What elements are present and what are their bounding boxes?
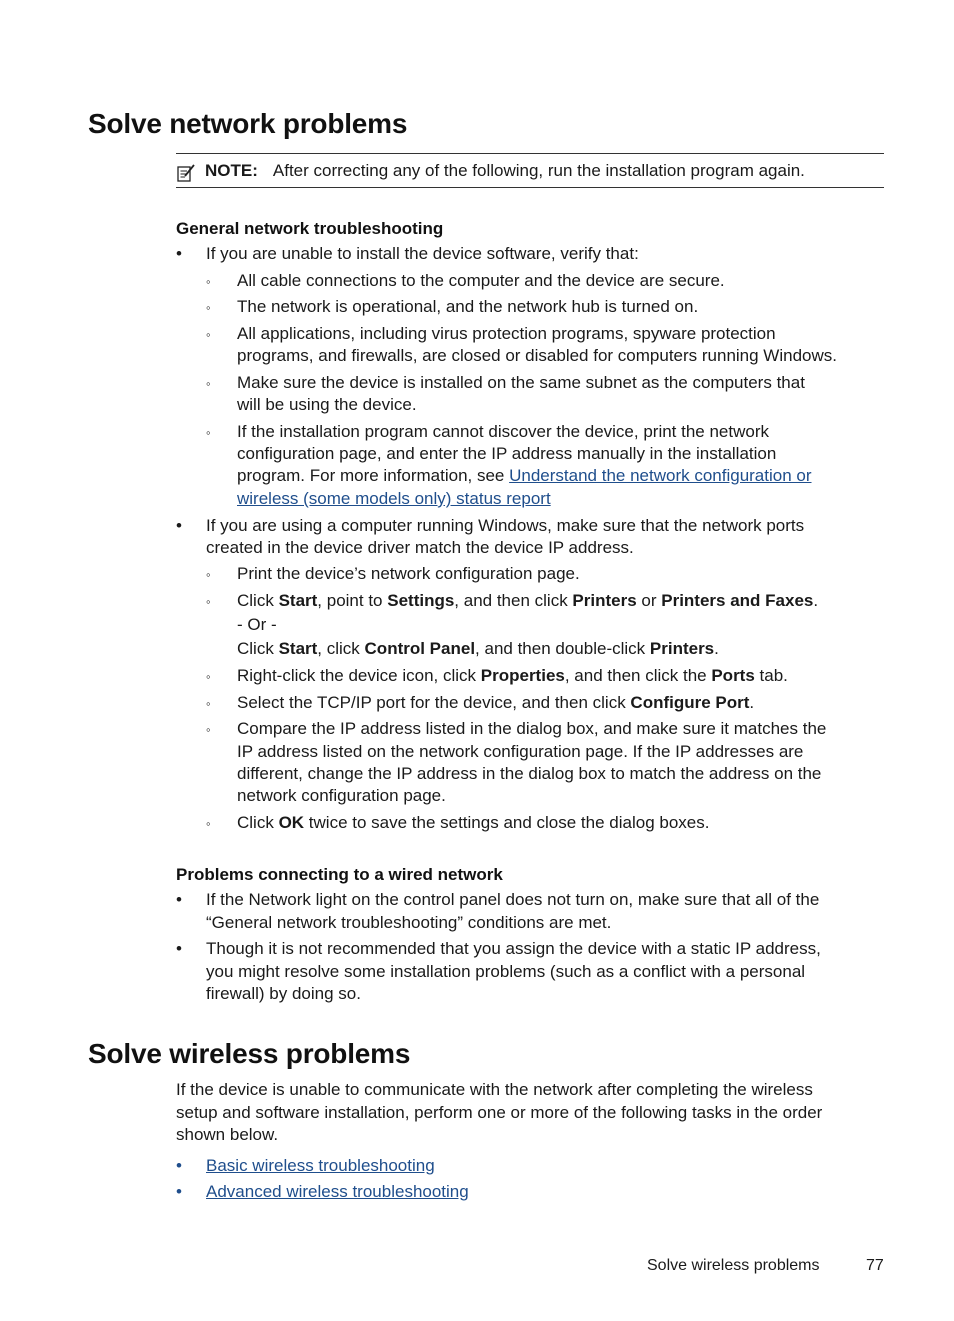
list-item: If the installation program cannot discover the device, print the network	[237, 422, 770, 441]
text-run: , and then double-click	[475, 639, 650, 658]
bullet-marker: •	[176, 890, 182, 909]
sub-bullet-marker: ◦	[206, 425, 211, 440]
list-item-cont: network configuration page.	[237, 786, 446, 805]
text-run: .	[813, 591, 819, 610]
bullet-marker: •	[176, 939, 182, 958]
text-run: Click	[237, 813, 279, 832]
list-item: If the Network light on the control panel does not turn on, make sure that all of the	[206, 890, 820, 909]
note-body: After correcting any of the following, run the installation program again.	[272, 161, 805, 180]
list-item-cont: “General network troubleshooting” conditions are met.	[206, 913, 612, 932]
page-title-network: Solve network problems	[88, 108, 408, 139]
sub-bullet-marker: ◦	[206, 722, 211, 737]
text-run: program. For more information, see	[237, 466, 510, 485]
text-run: Select the TCP/IP port for the device, and then click	[237, 693, 631, 712]
ui-term: Printers	[572, 591, 637, 610]
page-number: 77	[866, 1257, 884, 1274]
ui-term: Properties	[480, 666, 565, 685]
text-run: , click	[317, 639, 365, 658]
sub-bullet-marker: ◦	[206, 300, 211, 315]
ui-term: Control Panel	[364, 639, 476, 658]
list-item: The network is operational, and the network hub is turned on.	[237, 297, 699, 316]
page-title-wireless: Solve wireless problems	[88, 1038, 411, 1069]
paragraph: If the device is unable to communicate with the network after completing the wireless	[176, 1080, 813, 1099]
bullet-marker: •	[176, 516, 182, 535]
list-item-cont: you might resolve some installation problems (such as a conflict with a personal	[206, 962, 806, 981]
text-run: or	[636, 591, 662, 610]
list-item: All cable connections to the computer and the device are secure.	[237, 271, 725, 290]
link-network-config-report-cont[interactable]: wireless (some models only) status report	[237, 489, 551, 508]
text-run: .	[714, 639, 719, 658]
list-item-cont: programs, and firewalls, are closed or disabled for computers running Windows.	[237, 346, 837, 365]
text-run: Click	[237, 591, 279, 610]
list-item: Compare the IP address listed in the dialog box, and make sure it matches the	[237, 719, 827, 738]
text-run: tab.	[754, 666, 788, 685]
list-item-cont: will be using the device.	[237, 395, 417, 414]
bullet-marker: •	[176, 244, 182, 263]
link-advanced-wireless[interactable]: Advanced wireless troubleshooting	[206, 1182, 469, 1201]
sub-bullet-marker: ◦	[206, 669, 211, 684]
note-label: NOTE:	[205, 161, 258, 180]
list-item: Make sure the device is installed on the same subnet as the computers that	[237, 373, 805, 392]
list-item	[237, 590, 818, 612]
list-item: All applications, including virus protection programs, spyware protection	[237, 324, 776, 343]
or-separator: - Or -	[237, 615, 277, 634]
ui-term: Start	[278, 591, 318, 610]
list-item	[237, 665, 788, 687]
ui-term: Ports	[711, 666, 755, 685]
sub-bullet-marker: ◦	[206, 594, 211, 609]
text-run: Right-click the device icon, click	[237, 666, 481, 685]
sub-bullet-marker: ◦	[206, 816, 211, 831]
list-item-cont	[237, 488, 551, 510]
list-item	[237, 812, 709, 834]
text-run: , and then click	[454, 591, 573, 610]
ui-term: Settings	[387, 591, 455, 610]
text-run: .	[749, 693, 755, 712]
sub-bullet-marker: ◦	[206, 696, 211, 711]
sub-bullet-marker: ◦	[206, 376, 211, 391]
text-run: twice to save the settings and close the dialog boxes.	[304, 813, 710, 832]
list-item: If you are unable to install the device software, verify that:	[206, 244, 639, 263]
sub-bullet-marker: ◦	[206, 274, 211, 289]
paragraph-cont: setup and software installation, perform one or more of the following tasks in the order	[176, 1103, 823, 1122]
list-item-cont: IP address listed on the network configuration page. If the IP addresses are	[237, 742, 804, 761]
ui-term: Start	[278, 639, 318, 658]
bullet-marker: •	[176, 1156, 182, 1175]
paragraph-cont: shown below.	[176, 1125, 279, 1144]
list-item: If you are using a computer running Windows, make sure that the network ports	[206, 516, 805, 535]
list-item-cont: configuration page, and enter the IP address manually in the installation	[237, 444, 777, 463]
text-run: , point to	[317, 591, 388, 610]
link-network-config-report[interactable]: Understand the network configuration or	[509, 466, 812, 485]
list-item-cont	[237, 465, 812, 487]
list-item-cont: different, change the IP address in the dialog box to match the address on the	[237, 764, 822, 783]
section-heading-general: General network troubleshooting	[176, 219, 444, 238]
text-run: , and then click the	[564, 666, 712, 685]
ui-term: Configure Port	[630, 693, 750, 712]
list-item	[206, 1155, 435, 1177]
list-item	[237, 692, 754, 714]
ui-term: Printers and Faxes	[661, 591, 814, 610]
bullet-marker: •	[176, 1182, 182, 1201]
footer-section-title: Solve wireless problems	[647, 1257, 820, 1274]
link-basic-wireless[interactable]: Basic wireless troubleshooting	[206, 1156, 435, 1175]
note-box	[176, 153, 884, 188]
list-item: Though it is not recommended that you assign the device with a static IP address,	[206, 939, 821, 958]
ui-term: OK	[278, 813, 305, 832]
text-run: Click	[237, 639, 279, 658]
ui-term: Printers	[649, 639, 715, 658]
sub-bullet-marker: ◦	[206, 327, 211, 342]
note-icon	[176, 163, 196, 183]
list-item	[206, 1181, 469, 1203]
sub-bullet-marker: ◦	[206, 567, 211, 582]
section-heading-wired: Problems connecting to a wired network	[176, 865, 503, 884]
list-item-cont: created in the device driver match the device IP address.	[206, 538, 634, 557]
list-item-cont	[237, 638, 719, 660]
note-text	[205, 161, 805, 181]
list-item-cont: firewall) by doing so.	[206, 984, 361, 1003]
list-item: Print the device’s network configuration page.	[237, 564, 580, 583]
